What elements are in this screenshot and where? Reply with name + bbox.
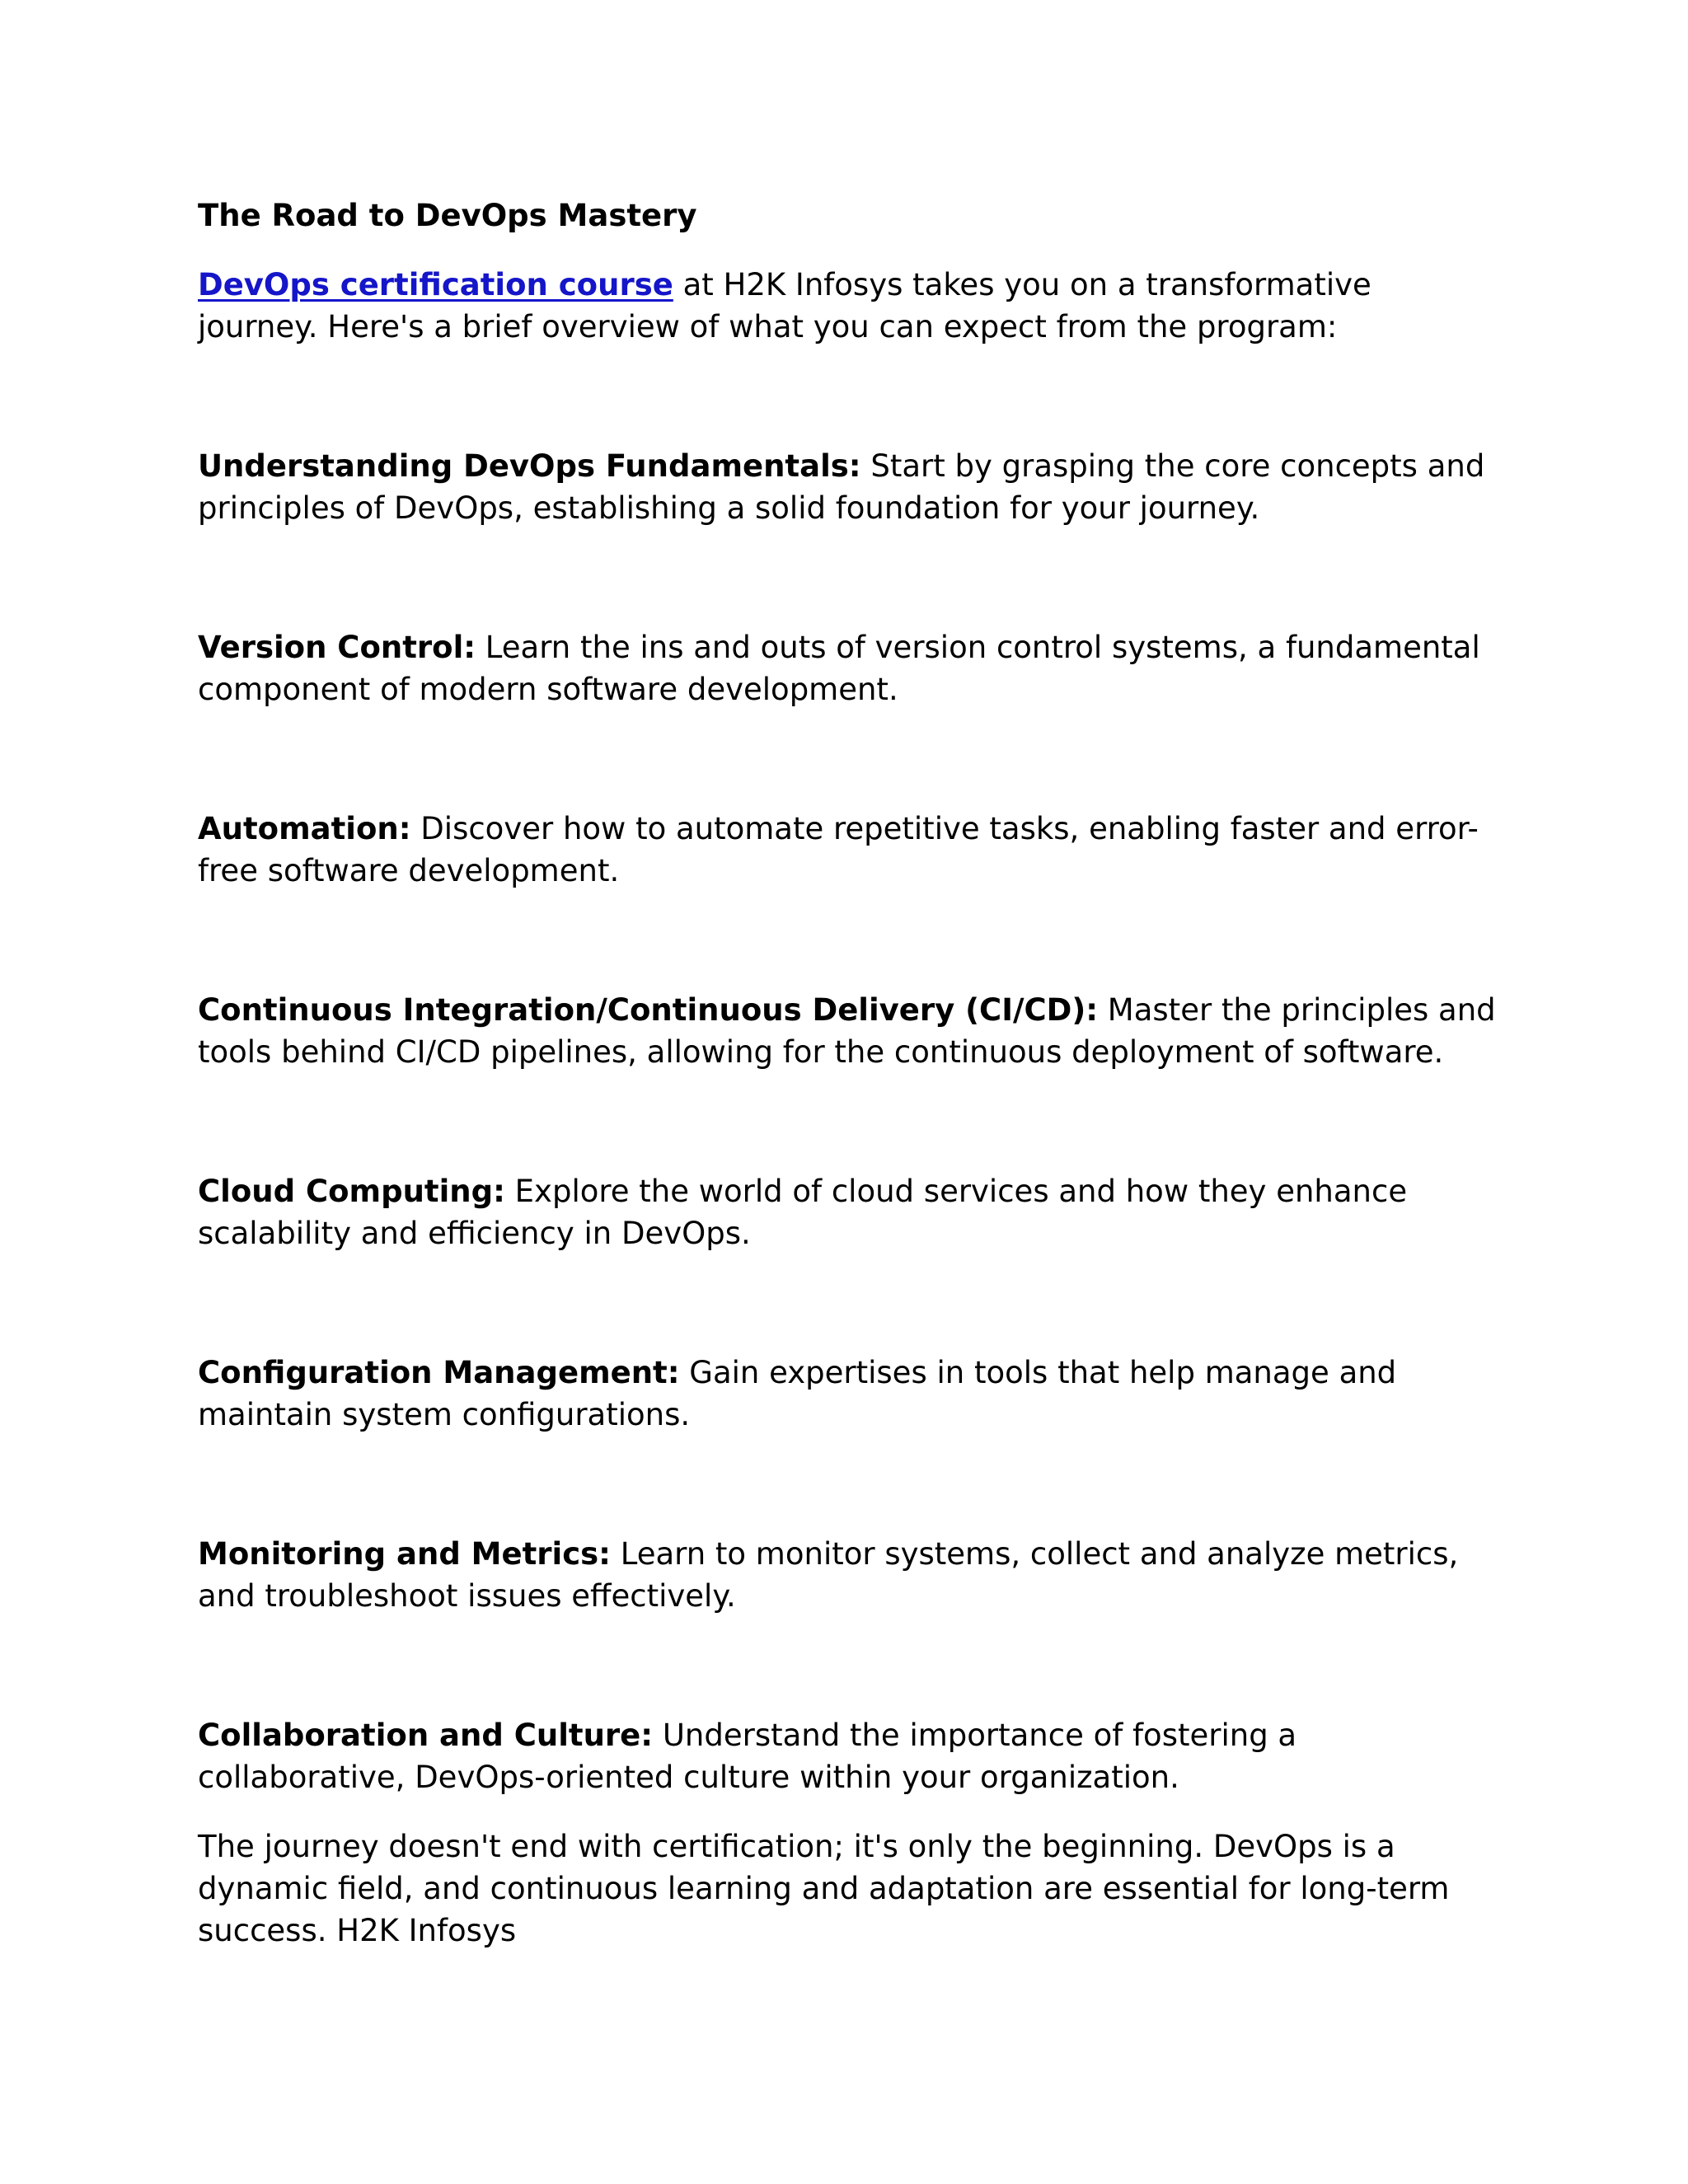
section-ci-cd bbox=[198, 989, 1500, 1073]
section-configuration-management bbox=[198, 1352, 1500, 1436]
section-automation bbox=[198, 808, 1500, 892]
section-term: Understanding DevOps Fundamentals: bbox=[198, 448, 861, 484]
section-text: Master the principles and tools behind CI/CD pipelines, allowing for the continuous deployment of software. bbox=[198, 992, 1496, 1070]
section-text: Discover how to automate repetitive tasks, enabling faster and error-free software development. bbox=[198, 811, 1479, 888]
closing-paragraph: The journey doesn't end with certification; it's only the beginning. DevOps is a dynamic field, and continuous learning and adaptation are essential for long-term success. H2K Infosys bbox=[198, 1829, 1450, 1948]
devops-course-link[interactable]: DevOps certification course bbox=[198, 267, 673, 302]
section-term: Automation: bbox=[198, 811, 411, 846]
section-fundamentals bbox=[198, 445, 1500, 529]
section-term: Cloud Computing: bbox=[198, 1174, 505, 1209]
section-term: Version Control: bbox=[198, 630, 476, 665]
section-term: Continuous Integration/Continuous Delivery (CI/CD): bbox=[198, 992, 1099, 1028]
section-collaboration-culture bbox=[198, 1714, 1500, 1798]
section-text: Understand the importance of fostering a collaborative, DevOps-oriented culture within your organization. bbox=[198, 1718, 1297, 1795]
section-text: Start by grasping the core concepts and principles of DevOps, establishing a solid foundation for your journey. bbox=[198, 448, 1485, 526]
document-title: The Road to DevOps Mastery bbox=[198, 198, 697, 233]
section-text: Learn to monitor systems, collect and analyze metrics, and troubleshoot issues effectively. bbox=[198, 1536, 1459, 1614]
section-term: Configuration Management: bbox=[198, 1355, 680, 1390]
section-term: Collaboration and Culture: bbox=[198, 1718, 654, 1753]
document-page bbox=[198, 194, 1500, 1952]
section-term: Monitoring and Metrics: bbox=[198, 1536, 611, 1572]
section-text: Gain expertises in tools that help manage and maintain system configurations. bbox=[198, 1355, 1397, 1432]
section-text: Learn the ins and outs of version control systems, a fundamental component of modern software development. bbox=[198, 630, 1480, 707]
section-monitoring-metrics bbox=[198, 1533, 1500, 1617]
intro-paragraph bbox=[198, 264, 1500, 348]
intro-text: at H2K Infosys takes you on a transformative journey. Here's a brief overview of what you can expect from the program: bbox=[198, 267, 1372, 344]
section-cloud-computing bbox=[198, 1170, 1500, 1254]
section-version-control bbox=[198, 626, 1500, 710]
section-text: Explore the world of cloud services and how they enhance scalability and efficiency in DevOps. bbox=[198, 1174, 1408, 1251]
